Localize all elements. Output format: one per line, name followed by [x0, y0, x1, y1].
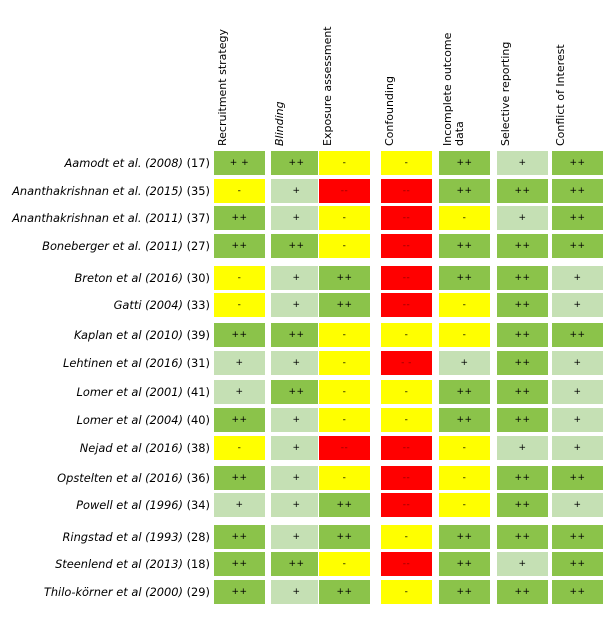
rating-cell: - -	[380, 350, 433, 376]
rating-cell: ++	[318, 524, 371, 550]
rating-cell: -	[380, 407, 433, 433]
study-ref: (18)	[182, 557, 210, 571]
column-header-label: Incomplete outcome data	[441, 32, 466, 146]
rating-cell: ++	[438, 407, 491, 433]
rating-cell: ++	[496, 407, 549, 433]
rating-cell: -	[318, 379, 371, 405]
study-name: Lehtinen et al (2016)	[62, 356, 183, 370]
study-label	[76, 498, 210, 512]
column-header-label: Conflict of Interest	[554, 44, 567, 146]
rating-cell: +	[551, 407, 604, 433]
rating-cell: +	[270, 292, 323, 318]
rating-cell: -	[318, 551, 371, 577]
study-ref: (38)	[182, 441, 210, 455]
study-label	[42, 239, 210, 253]
rating-cell: +	[213, 379, 266, 405]
study-name: Boneberger et al. (2011)	[42, 239, 183, 253]
study-label	[63, 356, 210, 370]
rating-cell: -	[318, 233, 371, 259]
rating-cell: -	[438, 492, 491, 518]
rating-cell: --	[318, 435, 371, 461]
rating-cell: ++	[270, 322, 323, 348]
rating-cell: --	[380, 205, 433, 231]
rating-cell: -	[213, 435, 266, 461]
rating-cell: -	[318, 407, 371, 433]
rating-cell: + +	[213, 150, 266, 176]
study-ref: (35)	[182, 184, 210, 198]
rating-cell: ++	[318, 492, 371, 518]
column-header-5	[436, 0, 496, 146]
study-label	[77, 385, 210, 399]
rating-cell: ++	[496, 265, 549, 291]
rating-cell: +	[551, 265, 604, 291]
study-name: Breton et al (2016)	[74, 271, 183, 285]
rating-cell: --	[380, 465, 433, 491]
study-label	[74, 328, 210, 342]
rating-cell: +	[551, 492, 604, 518]
study-ref: (28)	[182, 530, 210, 544]
study-name: Steenlend et al (2013)	[55, 557, 183, 571]
study-label	[57, 471, 210, 485]
study-label	[114, 298, 210, 312]
rating-cell: +	[270, 579, 323, 605]
rating-cell: ++	[438, 150, 491, 176]
rating-cell: +	[438, 350, 491, 376]
study-name: Aamodt et al. (2008)	[64, 156, 183, 170]
rating-cell: +	[270, 407, 323, 433]
study-ref: (39)	[182, 328, 210, 342]
column-header-label: Recruitment strategy	[216, 29, 229, 146]
rating-cell: ++	[438, 379, 491, 405]
study-ref: (30)	[182, 271, 210, 285]
rating-cell: ++	[438, 178, 491, 204]
study-ref: (34)	[182, 498, 210, 512]
rating-cell: -	[318, 350, 371, 376]
rating-cell: +	[270, 524, 323, 550]
rating-cell: +	[496, 150, 549, 176]
column-header-1	[211, 0, 271, 146]
rating-cell: --	[380, 435, 433, 461]
study-name: Kaplan et al (2010)	[73, 328, 183, 342]
column-header-6	[494, 0, 554, 146]
study-ref: (41)	[182, 385, 210, 399]
rating-cell: +	[213, 492, 266, 518]
rating-cell: -	[318, 322, 371, 348]
rating-cell: +	[551, 350, 604, 376]
rating-cell: -	[380, 150, 433, 176]
study-ref: (33)	[182, 298, 210, 312]
column-header-label: Confounding	[383, 76, 396, 146]
study-name: Gatti (2004)	[113, 298, 183, 312]
rating-cell: ++	[496, 492, 549, 518]
rating-cell: ++	[551, 233, 604, 259]
rating-cell: +	[496, 551, 549, 577]
rating-cell: ++	[270, 233, 323, 259]
rating-cell: --	[380, 233, 433, 259]
rating-cell: +	[551, 292, 604, 318]
rating-cell: +	[270, 350, 323, 376]
rating-cell: -	[213, 292, 266, 318]
rating-cell: ++	[496, 465, 549, 491]
rating-cell: +	[270, 492, 323, 518]
study-name: Ringstad et al (1993)	[62, 530, 183, 544]
rating-cell: --	[380, 492, 433, 518]
rating-cell: -	[438, 292, 491, 318]
study-ref: (40)	[182, 413, 210, 427]
rating-cell: --	[318, 178, 371, 204]
study-name: Ananthakrishnan et al. (2011)	[12, 211, 183, 225]
rating-cell: ++	[213, 524, 266, 550]
rating-cell: -	[318, 205, 371, 231]
study-ref: (27)	[182, 239, 210, 253]
rating-cell: --	[380, 178, 433, 204]
rating-cell: +	[551, 379, 604, 405]
rating-cell: -	[380, 322, 433, 348]
rating-cell: ++	[551, 551, 604, 577]
rating-cell: ++	[438, 265, 491, 291]
rating-cell: +	[270, 178, 323, 204]
rating-cell: +	[270, 465, 323, 491]
rating-cell: -	[380, 524, 433, 550]
column-header-label: Exposure assessment	[321, 26, 334, 146]
study-ref: (37)	[182, 211, 210, 225]
rating-cell: --	[380, 551, 433, 577]
rating-cell: ++	[551, 150, 604, 176]
rating-cell: +	[270, 265, 323, 291]
study-label	[12, 211, 210, 225]
rating-cell: +	[496, 205, 549, 231]
column-header-4	[378, 0, 438, 146]
rating-cell: ++	[438, 579, 491, 605]
rating-cell: ++	[551, 178, 604, 204]
rating-cell: ++	[270, 551, 323, 577]
study-name: Lomer et al (2001)	[76, 385, 183, 399]
study-label	[12, 184, 210, 198]
rating-cell: --	[380, 292, 433, 318]
rating-cell: +	[270, 205, 323, 231]
study-label	[44, 585, 210, 599]
rating-cell: -	[438, 465, 491, 491]
rating-cell: ++	[438, 233, 491, 259]
rating-cell: ++	[496, 524, 549, 550]
study-label	[62, 530, 210, 544]
study-label	[64, 156, 210, 170]
rating-cell: ++	[496, 233, 549, 259]
rating-cell: ++	[551, 524, 604, 550]
rating-cell: -	[438, 205, 491, 231]
study-name: Powell et al (1996)	[76, 498, 183, 512]
rating-cell: +	[270, 435, 323, 461]
column-header-label: Selective reporting	[499, 41, 512, 146]
study-ref: (17)	[182, 156, 210, 170]
study-ref: (31)	[182, 356, 210, 370]
study-name: Lomer et al (2004)	[76, 413, 183, 427]
rating-cell: --	[380, 265, 433, 291]
rating-cell: ++	[496, 579, 549, 605]
study-name: Nejad et al (2016)	[79, 441, 183, 455]
rating-cell: ++	[213, 465, 266, 491]
rating-cell: -	[318, 465, 371, 491]
study-label	[80, 441, 210, 455]
rating-cell: ++	[496, 292, 549, 318]
rating-cell: ++	[270, 379, 323, 405]
rating-cell: +	[551, 435, 604, 461]
rating-cell: ++	[213, 205, 266, 231]
rating-cell: ++	[213, 407, 266, 433]
rating-cell: ++	[496, 322, 549, 348]
rating-cell: -	[438, 435, 491, 461]
study-ref: (36)	[182, 471, 210, 485]
rating-cell: ++	[438, 551, 491, 577]
rating-cell: ++	[496, 178, 549, 204]
rating-cell: ++	[213, 579, 266, 605]
study-name: Thilo-körner et al (2000)	[43, 585, 183, 599]
column-header-label: Blinding	[273, 101, 286, 146]
column-header-7	[549, 0, 607, 146]
rating-cell: ++	[496, 350, 549, 376]
rating-cell: ++	[438, 524, 491, 550]
rating-cell: ++	[213, 233, 266, 259]
column-headers	[0, 0, 607, 150]
rating-cell: ++	[496, 379, 549, 405]
rating-cell: -	[380, 579, 433, 605]
rating-cell: ++	[551, 205, 604, 231]
rating-cell: ++	[318, 292, 371, 318]
column-header-3	[316, 0, 376, 146]
rating-cell: ++	[551, 579, 604, 605]
rating-cell: ++	[551, 322, 604, 348]
study-label	[74, 271, 210, 285]
rating-cell: ++	[551, 465, 604, 491]
rating-cell: ++	[318, 579, 371, 605]
study-label	[77, 413, 210, 427]
study-label	[55, 557, 210, 571]
rating-cell: ++	[270, 150, 323, 176]
rating-cell: +	[496, 435, 549, 461]
study-name: Opstelten et al (2016)	[57, 471, 183, 485]
rating-cell: -	[380, 379, 433, 405]
rating-cell: ++	[213, 322, 266, 348]
rating-cell: -	[213, 178, 266, 204]
rating-cell: -	[318, 150, 371, 176]
rating-cell: +	[213, 350, 266, 376]
study-name: Ananthakrishnan et al. (2015)	[12, 184, 183, 198]
rating-cell: ++	[318, 265, 371, 291]
rating-cell: -	[213, 265, 266, 291]
study-ref: (29)	[182, 585, 210, 599]
rating-cell: -	[438, 322, 491, 348]
rating-cell: ++	[213, 551, 266, 577]
